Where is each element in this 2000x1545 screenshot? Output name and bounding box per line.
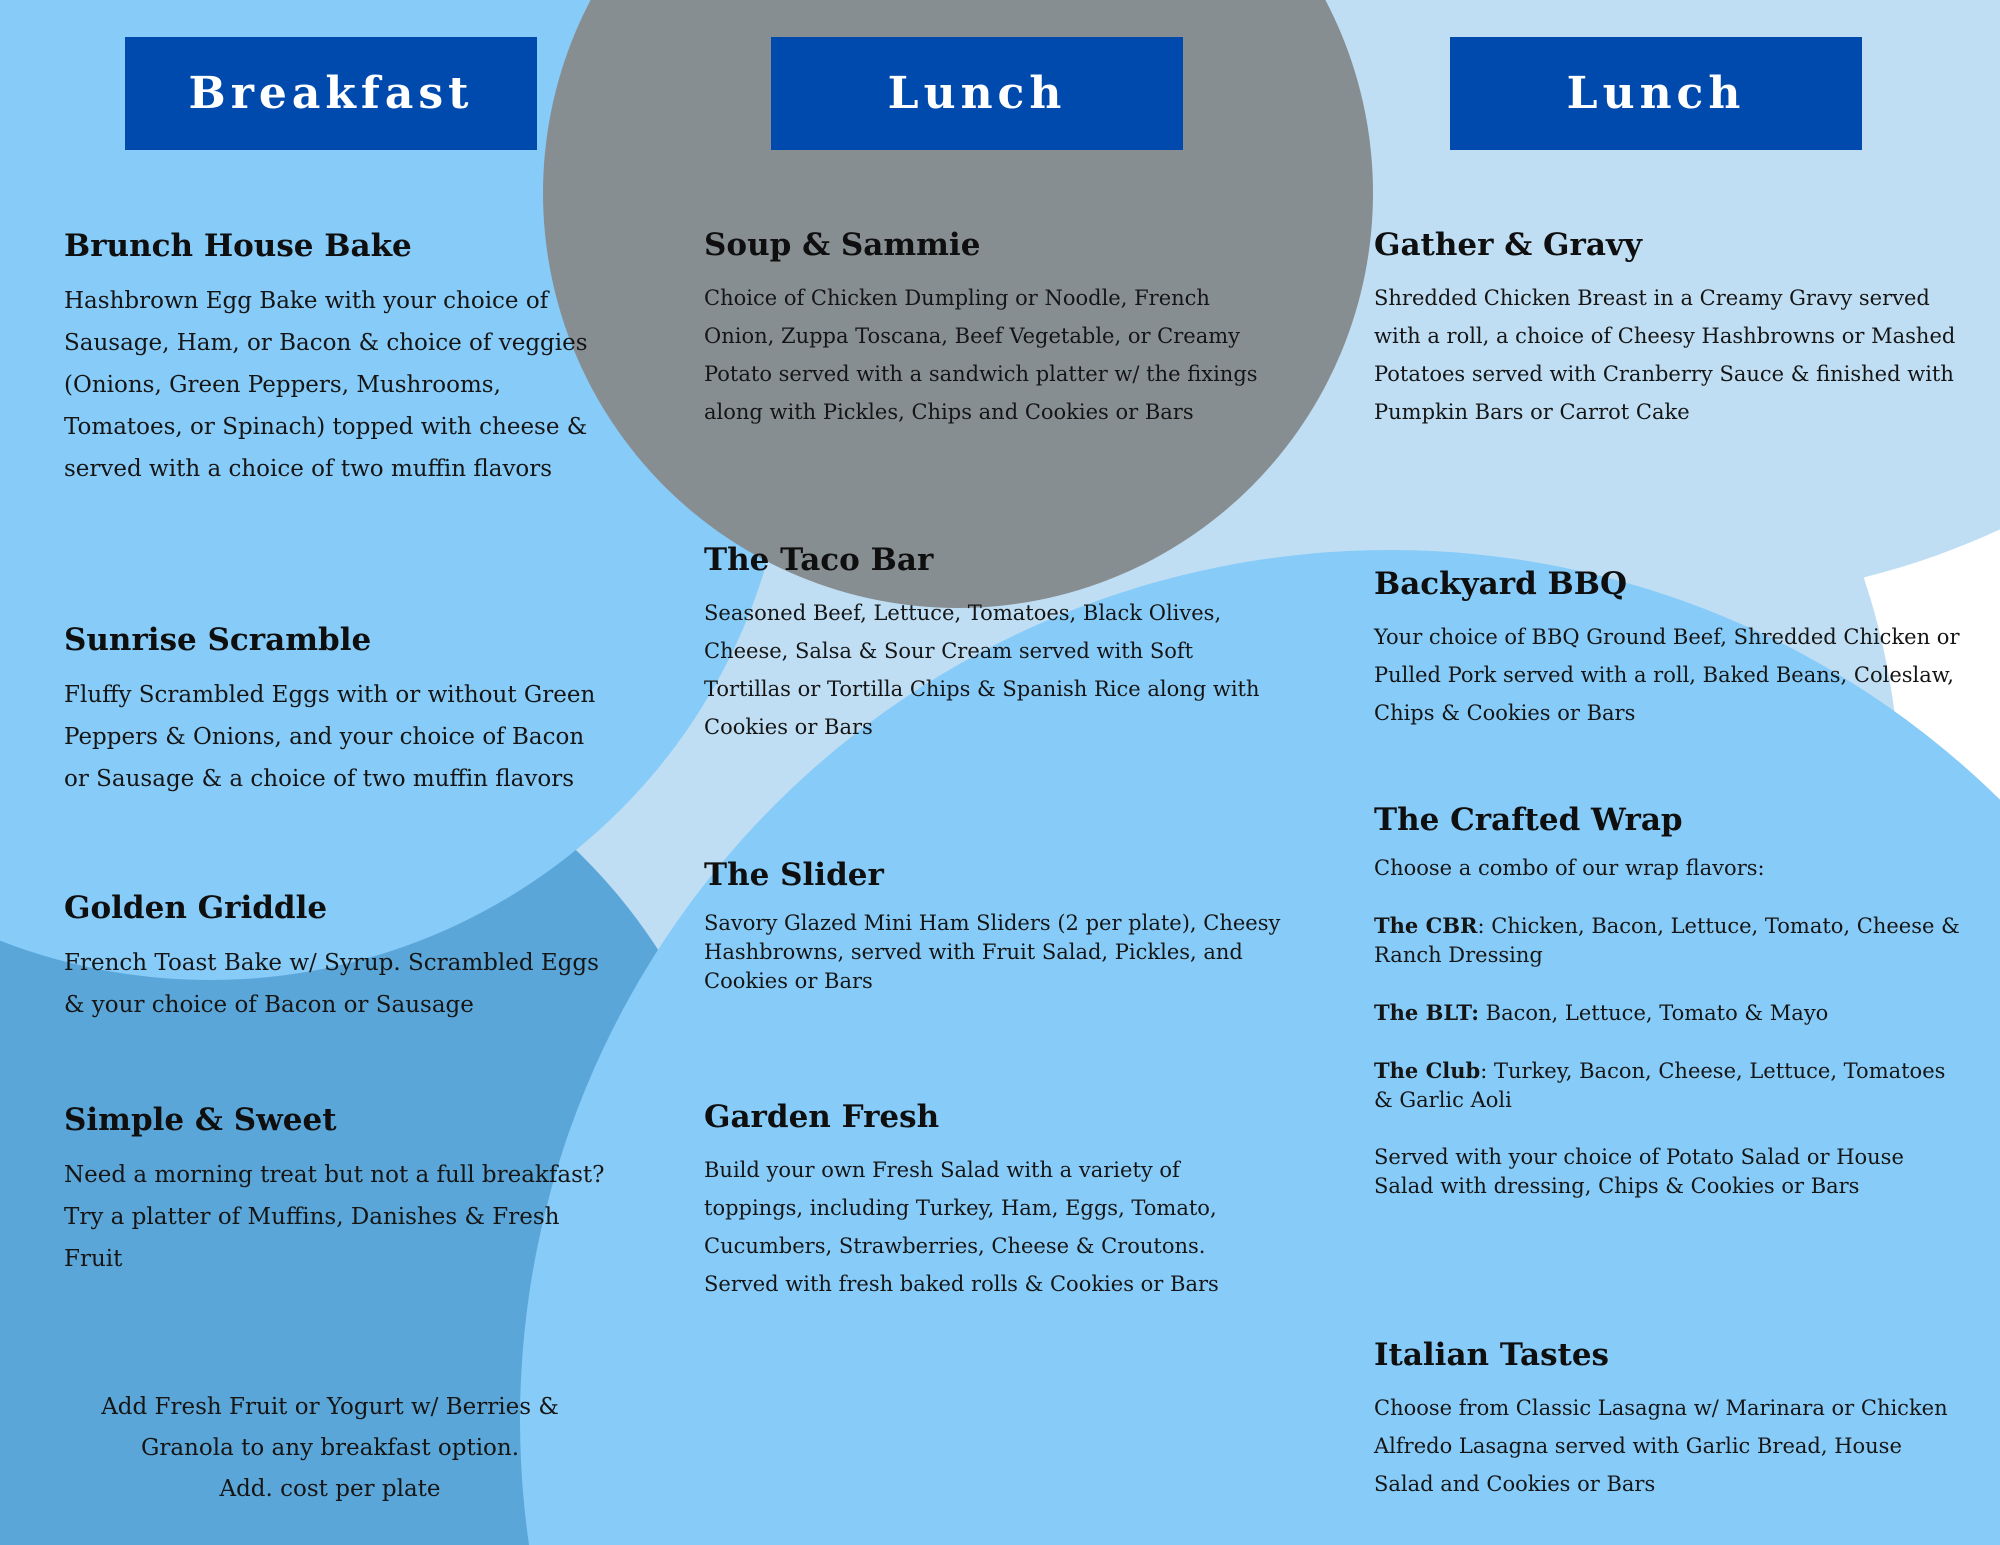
menu-item-the-slider (704, 855, 1284, 996)
wrap-option-name: The CBR (1374, 913, 1478, 938)
wrap-option-cbr (1374, 911, 1964, 970)
lunch-header-1: Lunch (771, 37, 1183, 150)
item-description: Fluffy Scrambled Eggs with or without Green Peppers & Onions, and your choice of Bacon or Sausage & a choice of two muffin flavors (64, 682, 596, 792)
menu-item-taco-bar (704, 540, 1284, 746)
item-description: Choose from Classic Lasagna w/ Marinara or Chicken Alfredo Lasagna served with Garlic Bread, House Salad and Cookies or Bars (1374, 1396, 1948, 1496)
item-title: Garden Fresh (704, 1099, 940, 1135)
item-title: Italian Tastes (1374, 1337, 1610, 1373)
menu-item-backyard-bbq (1374, 564, 1964, 732)
menu-item-crafted-wrap (1374, 800, 1964, 1229)
item-title: The Slider (704, 857, 884, 893)
item-title: Sunrise Scramble (64, 622, 372, 658)
item-description: Seasoned Beef, Lettuce, Tomatoes, Black Olives, Cheese, Salsa & Sour Cream served with Soft Tortillas or Tortilla Chips & Spanish Rice along with Cookies or Bars (704, 601, 1260, 739)
menu-item-garden-fresh (704, 1097, 1284, 1303)
menu-item-brunch-house-bake (64, 226, 609, 490)
menu-item-soup-and-sammie (704, 225, 1284, 431)
item-title: Simple & Sweet (64, 1102, 337, 1138)
wrap-option-club (1374, 1056, 1964, 1115)
item-title: The Crafted Wrap (1374, 802, 1683, 838)
wrap-option-desc: Bacon, Lettuce, Tomato & Mayo (1479, 1001, 1829, 1025)
menu-item-golden-griddle (64, 888, 609, 1026)
wrap-intro: Choose a combo of our wrap flavors: (1374, 856, 1765, 880)
lunch-header-2: Lunch (1450, 37, 1862, 150)
item-description: Build your own Fresh Salad with a variety of toppings, including Turkey, Ham, Eggs, Tomato, Cucumbers, Strawberries, Cheese & Croutons. Served with fresh baked rolls & Cookies or Bars (704, 1158, 1219, 1296)
addon-line-3: Add. cost per plate (219, 1476, 441, 1502)
wrap-option-blt (1374, 998, 1964, 1028)
item-description: Hashbrown Egg Bake with your choice of Sausage, Ham, or Bacon & choice of veggies (Onions, Green Peppers, Mushrooms, Tomatoes, or Spinach) topped with cheese & served with a choice of two muffin flavors (64, 288, 588, 482)
menu-item-gather-and-gravy (1374, 225, 1964, 431)
item-title: Golden Griddle (64, 890, 328, 926)
item-title: Brunch House Bake (64, 228, 412, 264)
addon-line-2: Granola to any breakfast option. (140, 1435, 520, 1461)
wrap-served-note: Served with your choice of Potato Salad or House Salad with dressing, Chips & Cookies or Bars (1374, 1145, 1904, 1198)
wrap-option-name: The BLT: (1374, 1000, 1479, 1025)
wrap-option-desc: : Chicken, Bacon, Lettuce, Tomato, Cheese & Ranch Dressing (1374, 914, 1960, 967)
item-title: Backyard BBQ (1374, 566, 1627, 602)
item-description: Shredded Chicken Breast in a Creamy Gravy served with a roll, a choice of Cheesy Hashbrowns or Mashed Potatoes served with Cranberry Sauce & finished with Pumpkin Bars or Carrot Cake (1374, 286, 1956, 424)
menu-item-simple-and-sweet (64, 1100, 609, 1280)
breakfast-header: Breakfast (125, 37, 537, 150)
item-title: Soup & Sammie (704, 227, 981, 263)
addon-line-1: Add Fresh Fruit or Yogurt w/ Berries & (101, 1394, 559, 1420)
item-title: Gather & Gravy (1374, 227, 1642, 263)
menu-item-italian-tastes (1374, 1335, 1964, 1503)
item-description: Savory Glazed Mini Ham Sliders (2 per plate), Cheesy Hashbrowns, served with Fruit Salad, Pickles, and Cookies or Bars (704, 911, 1281, 993)
wrap-option-desc: : Turkey, Bacon, Cheese, Lettuce, Tomatoes & Garlic Aoli (1374, 1059, 1946, 1112)
item-description: Your choice of BBQ Ground Beef, Shredded Chicken or Pulled Pork served with a roll, Baked Beans, Coleslaw, Chips & Cookies or Bars (1374, 625, 1960, 725)
item-description: Need a morning treat but not a full breakfast? Try a platter of Muffins, Danishes & Fresh Fruit (64, 1162, 605, 1272)
item-title: The Taco Bar (704, 542, 934, 578)
menu-item-sunrise-scramble (64, 620, 609, 800)
item-description: Choice of Chicken Dumpling or Noodle, French Onion, Zuppa Toscana, Beef Vegetable, or Creamy Potato served with a sandwich platter w/ the fixings along with Pickles, Chips and Cookies or Bars (704, 286, 1258, 424)
breakfast-addon-note (60, 1387, 600, 1510)
wrap-option-name: The Club (1374, 1058, 1481, 1083)
item-description: French Toast Bake w/ Syrup. Scrambled Eggs & your choice of Bacon or Sausage (64, 950, 599, 1018)
